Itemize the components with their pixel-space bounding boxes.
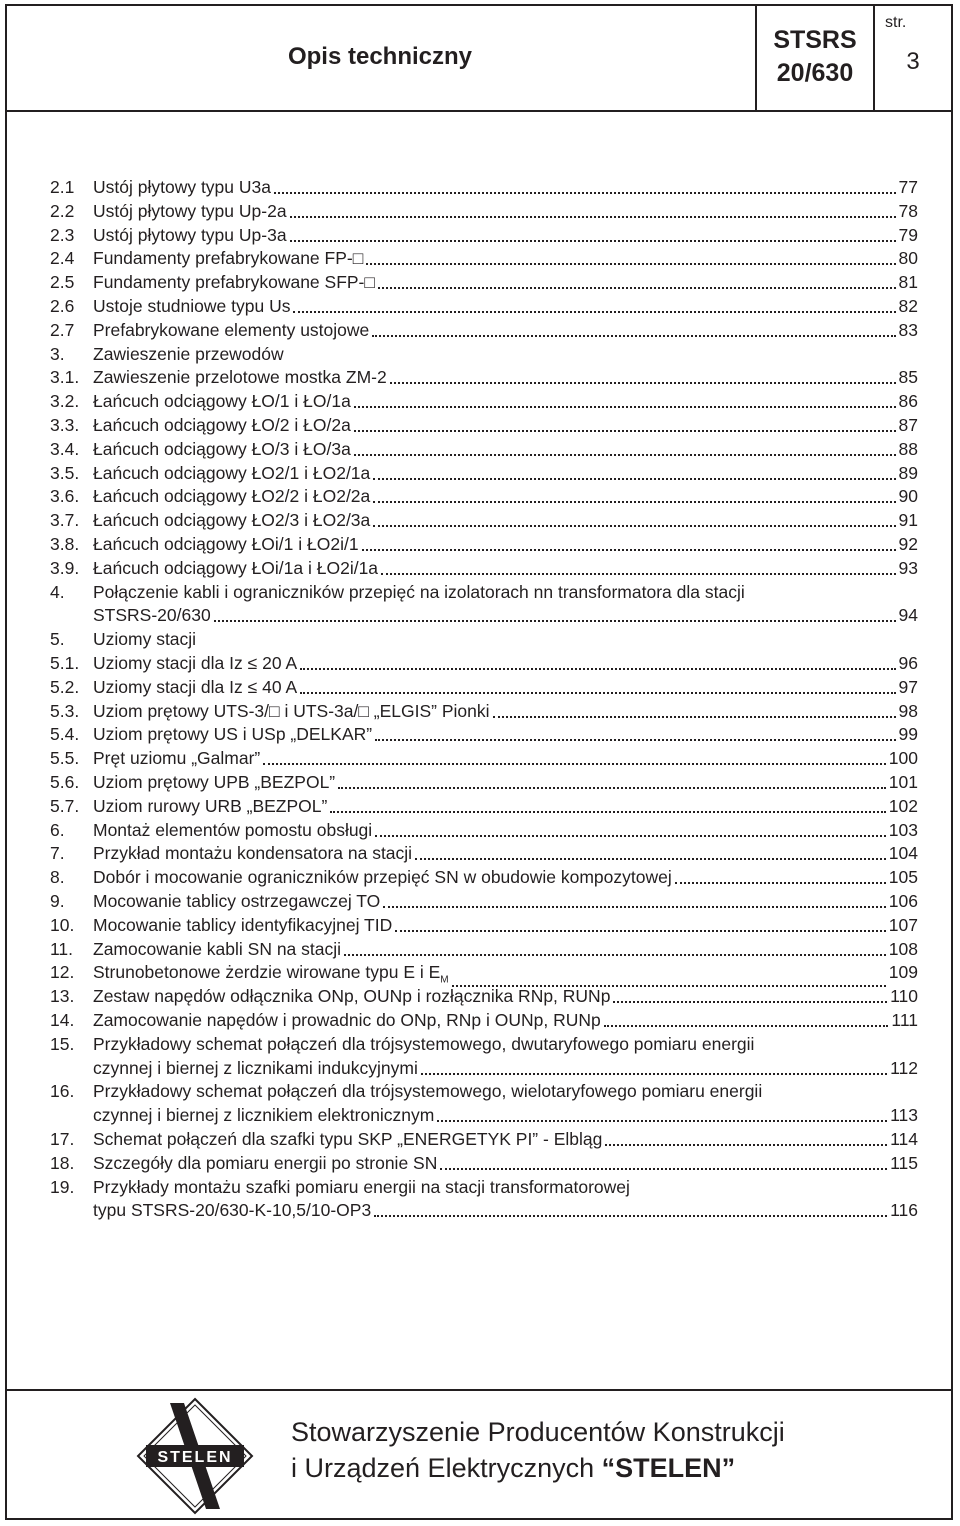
toc-entry-page: 115 bbox=[890, 1152, 918, 1173]
toc-entry-page: 101 bbox=[888, 772, 918, 792]
toc-entry-title bbox=[93, 914, 392, 937]
toc-entry bbox=[0, 295, 960, 318]
toc-entry-title bbox=[93, 676, 297, 699]
dot-leader bbox=[290, 240, 896, 242]
toc-entry-title bbox=[93, 700, 490, 723]
toc-entry-page: 105 bbox=[888, 867, 918, 888]
toc-entry-title bbox=[93, 414, 351, 437]
dot-leader bbox=[362, 549, 896, 551]
toc-entry-page: 110 bbox=[890, 986, 918, 1007]
dot-leader bbox=[375, 835, 886, 837]
toc-entry-title bbox=[93, 509, 370, 532]
toc-entry bbox=[0, 961, 960, 984]
toc-entry-page: 77 bbox=[898, 177, 918, 197]
toc-entry bbox=[0, 176, 960, 199]
toc-entry-page: 91 bbox=[898, 510, 918, 531]
toc-entry-title-text: Łańcuch odciągowy ŁOi/1 i ŁO2i/1 bbox=[93, 534, 359, 554]
toc-entry-title-text: Ustój płytowy typu Up-3a bbox=[93, 224, 287, 245]
toc-entry bbox=[0, 343, 960, 366]
toc-entry bbox=[0, 890, 960, 913]
dot-leader bbox=[293, 311, 895, 313]
toc-entry-title-text: Uziom prętowy UPB „BEZPOL” bbox=[93, 772, 336, 792]
toc-entry-title bbox=[93, 771, 335, 794]
toc-entry-title-continued: STSRS-20/630 bbox=[93, 605, 211, 626]
toc-entry-title-text: Uziom rurowy URB „BEZPOL” bbox=[93, 795, 328, 816]
dot-leader bbox=[374, 1215, 887, 1217]
toc-entry-title bbox=[93, 438, 351, 461]
toc-entry bbox=[0, 842, 960, 865]
toc-entry-title bbox=[93, 1128, 602, 1151]
organization-name-line2 bbox=[291, 1453, 735, 1484]
toc-entry-continuation bbox=[0, 604, 960, 627]
toc-entry bbox=[0, 390, 960, 413]
dot-leader bbox=[421, 1073, 887, 1075]
toc-entry-title-text: Pręt uziomu „Galmar” bbox=[93, 748, 261, 769]
toc-entry-number: 2.4 bbox=[50, 248, 75, 269]
toc-entry bbox=[0, 581, 960, 604]
toc-entry-title bbox=[93, 1009, 601, 1032]
toc-entry-number: 3.4. bbox=[50, 438, 80, 459]
organization-name-line1: Stowarzyszenie Producentów Konstrukcji bbox=[291, 1417, 785, 1447]
toc-entry-number: 5.7. bbox=[50, 795, 80, 816]
toc-entry-number: 2.6 bbox=[50, 296, 75, 316]
toc-entry bbox=[0, 866, 960, 889]
toc-entry-number: 3.7. bbox=[50, 510, 80, 531]
toc-entry-title bbox=[93, 723, 372, 746]
dot-leader bbox=[373, 478, 895, 480]
toc-entry-page: 82 bbox=[898, 296, 918, 316]
dot-leader bbox=[354, 454, 896, 456]
toc-entry bbox=[0, 1080, 960, 1103]
toc-entry-page: 111 bbox=[891, 1010, 918, 1030]
toc-entry-title: Przykłady montażu szafki pomiaru energii na stacji transformatorowej bbox=[93, 1176, 630, 1197]
toc-entry-number: 2.1 bbox=[50, 177, 75, 197]
organization-name-line2-text: i Urządzeń Elektrycznych bbox=[291, 1453, 595, 1483]
toc-entry-page: 89 bbox=[898, 462, 918, 483]
toc-entry-page: 103 bbox=[888, 819, 918, 840]
toc-entry-title-continued: typu STSRS-20/630-K-10,5/10-OP3 bbox=[93, 1200, 372, 1221]
toc-entry-page: 88 bbox=[898, 438, 918, 459]
toc-entry bbox=[0, 747, 960, 770]
toc-entry-title-text: Łańcuch odciągowy ŁO2/1 i ŁO2/1a bbox=[93, 462, 371, 483]
toc-entry-number: 3.8. bbox=[50, 534, 80, 554]
dot-leader bbox=[263, 763, 886, 765]
toc-entry-title-text: Mocowanie tablicy ostrzegawczej TO bbox=[93, 891, 381, 911]
toc-entry-title-text: Schemat połączeń dla szafki typu SKP „ENERGETYK PI” - Elbląg bbox=[93, 1129, 603, 1149]
toc-entry-title bbox=[93, 938, 341, 961]
dot-leader bbox=[373, 501, 895, 503]
toc-entry-title bbox=[93, 462, 370, 485]
dot-leader bbox=[375, 739, 895, 741]
toc-entry-page: 96 bbox=[898, 653, 918, 673]
dot-leader bbox=[390, 382, 896, 384]
toc-entry-number: 16. bbox=[50, 1081, 75, 1102]
toc-entry bbox=[0, 938, 960, 961]
toc-entry-number: 2.5 bbox=[50, 272, 75, 293]
toc-entry-number: 10. bbox=[50, 914, 75, 935]
toc-entry-number: 6. bbox=[50, 819, 65, 840]
toc-entry-page: 112 bbox=[890, 1057, 918, 1078]
toc-entry-title bbox=[93, 390, 351, 413]
toc-entry bbox=[0, 1176, 960, 1199]
toc-entry-page: 85 bbox=[898, 367, 918, 388]
toc-entry-number: 5.3. bbox=[50, 700, 80, 721]
toc-entry bbox=[0, 771, 960, 794]
page-number: 3 bbox=[906, 48, 920, 75]
toc-entry-page: 99 bbox=[898, 724, 918, 745]
stelen-logo bbox=[136, 1397, 254, 1515]
toc-entry-title-text: Ustój płytowy typu Up-2a bbox=[93, 200, 287, 221]
toc-entry-page: 108 bbox=[888, 938, 918, 959]
toc-entry-title-continued: czynnej i biernej z licznikiem elektronicznym bbox=[93, 1105, 435, 1126]
toc-entry bbox=[0, 200, 960, 223]
toc-entry-page: 100 bbox=[888, 748, 918, 769]
toc-entry-title-text: Strunobetonowe żerdzie wirowane typu E i E bbox=[93, 962, 441, 983]
toc-entry-title-text: Łańcuch odciągowy ŁOi/1a i ŁO2i/1a bbox=[93, 557, 379, 578]
toc-entry-title-text: Łańcuch odciągowy ŁO/1 i ŁO/1a bbox=[93, 391, 351, 412]
dot-leader bbox=[330, 811, 885, 813]
toc-entry-number: 5.2. bbox=[50, 676, 80, 697]
toc-entry-page: 78 bbox=[898, 200, 918, 221]
toc-entry-title bbox=[93, 176, 271, 199]
toc-entry-page: 81 bbox=[898, 272, 918, 293]
toc-entry-number: 15. bbox=[50, 1033, 75, 1054]
toc-entry-number: 14. bbox=[50, 1010, 75, 1030]
toc-entry-title-text: Szczegóły dla pomiaru energii po stronie SN bbox=[93, 1152, 438, 1173]
toc-entry-title-text: Ustój płytowy typu U3a bbox=[93, 177, 271, 197]
toc-entry-number: 5.4. bbox=[50, 724, 80, 745]
dot-leader bbox=[300, 668, 895, 670]
dot-leader bbox=[372, 335, 895, 337]
toc-entry-title-text: Zawieszenie przelotowe mostka ZM-2 bbox=[93, 367, 387, 388]
toc-entry-number: 3.5. bbox=[50, 462, 80, 483]
toc-entry bbox=[0, 676, 960, 699]
page-label: str. bbox=[885, 14, 907, 31]
toc-entry bbox=[0, 485, 960, 508]
dot-leader bbox=[300, 692, 895, 694]
dot-leader bbox=[373, 525, 895, 527]
toc-entry-title bbox=[93, 295, 290, 318]
toc-entry-title bbox=[93, 319, 369, 342]
document-code bbox=[757, 4, 873, 110]
toc-entry-page: 113 bbox=[890, 1105, 918, 1126]
toc-entry-title-text: Prefabrykowane elementy ustojowe bbox=[93, 319, 370, 340]
toc-entry-number: 4. bbox=[50, 581, 65, 602]
toc-entry-page: 83 bbox=[898, 319, 918, 340]
toc-entry bbox=[0, 914, 960, 937]
toc-entry-title bbox=[93, 866, 672, 889]
toc-entry-title-text: Łańcuch odciągowy ŁO2/3 i ŁO2/3a bbox=[93, 510, 371, 531]
toc-entry bbox=[0, 557, 960, 580]
dot-leader bbox=[395, 930, 886, 932]
toc-entry bbox=[0, 224, 960, 247]
toc-entry bbox=[0, 438, 960, 461]
dot-leader bbox=[613, 1001, 887, 1003]
toc-entry-title-subscript: M bbox=[440, 974, 449, 986]
toc-entry-page: 94 bbox=[898, 605, 918, 626]
toc-entry-title bbox=[93, 747, 260, 770]
toc-entry-title-text: Uziom prętowy UTS-3/□ i UTS-3a/□ „ELGIS” Pionki bbox=[93, 700, 490, 721]
toc-entry-title bbox=[93, 224, 287, 247]
toc-entry-number: 5.1. bbox=[50, 653, 80, 673]
toc-entry-number: 3. bbox=[50, 343, 65, 364]
toc-entry-title-text: Fundamenty prefabrykowane FP-□ bbox=[93, 248, 364, 269]
toc-entry-title-text: Dobór i mocowanie ograniczników przepięć SN w obudowie kompozytowej bbox=[93, 867, 672, 888]
dot-leader bbox=[604, 1025, 889, 1027]
toc-entry-title-text: Łańcuch odciągowy ŁO2/2 i ŁO2/2a bbox=[93, 486, 371, 507]
toc-entry-page: 93 bbox=[898, 557, 918, 578]
toc-entry-number: 19. bbox=[50, 1176, 75, 1197]
toc-entry-page: 106 bbox=[888, 891, 918, 911]
toc-entry-title-continued: czynnej i biernej z licznikami indukcyjnymi bbox=[93, 1057, 418, 1078]
dot-leader bbox=[214, 620, 896, 622]
toc-entry-title: Zawieszenie przewodów bbox=[93, 343, 284, 364]
toc-entry-page: 109 bbox=[888, 962, 918, 983]
document-code-line1: STSRS bbox=[773, 26, 857, 54]
toc-entry-title-text: Łańcuch odciągowy ŁO/3 i ŁO/3a bbox=[93, 438, 351, 459]
dot-leader bbox=[437, 1120, 887, 1122]
page-footer bbox=[5, 1389, 953, 1520]
toc-entry bbox=[0, 271, 960, 294]
toc-entry-number: 12. bbox=[50, 962, 75, 983]
dot-leader bbox=[290, 216, 896, 218]
toc-entry-page: 107 bbox=[888, 914, 918, 935]
toc-entry-number: 13. bbox=[50, 986, 75, 1007]
toc-entry bbox=[0, 414, 960, 437]
toc-entry-number: 2.3 bbox=[50, 224, 75, 245]
page-header bbox=[5, 4, 953, 112]
toc-entry-title bbox=[93, 533, 359, 556]
toc-entry-title bbox=[93, 890, 380, 913]
toc-entry-title-text: Zestaw napędów odłącznika ONp, OUNp i rozłącznika RNp, RUNp bbox=[93, 986, 611, 1007]
toc-entry-number: 3.3. bbox=[50, 415, 80, 435]
toc-entry-title bbox=[93, 819, 372, 842]
toc-entry-number: 17. bbox=[50, 1129, 75, 1149]
toc-entry-title-text: Zamocowanie kabli SN na stacji bbox=[93, 938, 342, 959]
toc-entry-title bbox=[93, 271, 375, 294]
toc-entry-number: 5.5. bbox=[50, 748, 80, 769]
toc-entry-number: 5.6. bbox=[50, 772, 80, 792]
toc-entry-page: 87 bbox=[898, 415, 918, 435]
toc-entry-number: 3.6. bbox=[50, 486, 80, 507]
toc-entry-number: 3.2. bbox=[50, 391, 80, 412]
dot-leader bbox=[383, 906, 886, 908]
toc-entry-title bbox=[93, 652, 297, 675]
toc-entry-continuation bbox=[0, 1104, 960, 1127]
toc-entry-title: Przykładowy schemat połączeń dla trójsystemowego, dwutaryfowego pomiaru energii bbox=[93, 1033, 755, 1054]
toc-entry-title-text: Fundamenty prefabrykowane SFP-□ bbox=[93, 272, 375, 293]
dot-leader bbox=[344, 954, 886, 956]
dot-leader bbox=[274, 192, 896, 194]
toc-entry-title bbox=[93, 200, 287, 223]
toc-entry-number: 2.2 bbox=[50, 200, 75, 221]
toc-entry-title-text: Ustoje studniowe typu Us bbox=[93, 296, 291, 316]
toc-entry-title bbox=[93, 1152, 437, 1175]
dot-leader bbox=[378, 287, 896, 289]
toc-entry bbox=[0, 652, 960, 675]
toc-entry-number: 7. bbox=[50, 843, 65, 864]
toc-entry-title-text: Uziom prętowy US i USp „DELKAR” bbox=[93, 724, 373, 745]
toc-entry-page: 80 bbox=[898, 248, 918, 269]
dot-leader bbox=[354, 430, 896, 432]
toc-entry bbox=[0, 985, 960, 1008]
toc-entry-number: 2.7 bbox=[50, 319, 75, 340]
toc-entry-title-text: Przykład montażu kondensatora na stacji bbox=[93, 843, 413, 864]
dot-leader bbox=[493, 716, 896, 718]
toc-entry-number: 11. bbox=[50, 938, 74, 959]
page-number-box bbox=[875, 4, 951, 110]
toc-entry-title-text: Mocowanie tablicy identyfikacyjnej TID bbox=[93, 914, 393, 935]
toc-entry-number: 8. bbox=[50, 867, 65, 888]
toc-entry-page: 92 bbox=[898, 534, 918, 554]
toc-entry-title-text: Uziomy stacji dla Iz ≤ 20 A bbox=[93, 653, 298, 673]
toc-entry-title-text: Łańcuch odciągowy ŁO/2 i ŁO/2a bbox=[93, 415, 351, 435]
toc-entry bbox=[0, 1009, 960, 1032]
dot-leader bbox=[440, 1168, 887, 1170]
toc-entry-title: Przykładowy schemat połączeń dla trójsystemowego, wielotaryfowego pomiaru energii bbox=[93, 1081, 763, 1102]
dot-leader bbox=[338, 787, 886, 789]
toc-entry-number: 9. bbox=[50, 891, 65, 911]
toc-entry-title bbox=[93, 485, 370, 508]
toc-entry-title bbox=[93, 366, 387, 389]
toc-entry-page: 97 bbox=[898, 676, 918, 697]
dot-leader bbox=[675, 882, 886, 884]
toc-entry-title-text: Uziomy stacji dla Iz ≤ 40 A bbox=[93, 676, 298, 697]
toc-entry-number: 3.9. bbox=[50, 557, 80, 578]
toc-entry bbox=[0, 319, 960, 342]
toc-entry-page: 79 bbox=[898, 224, 918, 245]
toc-entry bbox=[0, 509, 960, 532]
toc-entry-number: 18. bbox=[50, 1152, 75, 1173]
toc-entry-number: 3.1. bbox=[50, 367, 80, 388]
toc-entry bbox=[0, 1152, 960, 1175]
toc-entry bbox=[0, 1033, 960, 1056]
toc-entry bbox=[0, 533, 960, 556]
dot-leader bbox=[605, 1144, 887, 1146]
dot-leader bbox=[354, 406, 896, 408]
document-code-line2: 20/630 bbox=[776, 59, 854, 87]
toc-entry bbox=[0, 1128, 960, 1151]
toc-entry bbox=[0, 700, 960, 723]
toc-entry-page: 86 bbox=[898, 391, 918, 412]
toc-entry-title: Uziomy stacji bbox=[93, 629, 197, 650]
toc-entry-title bbox=[93, 842, 412, 865]
toc-entry bbox=[0, 723, 960, 746]
toc-entry-page: 98 bbox=[898, 700, 918, 721]
toc-entry-page: 114 bbox=[890, 1129, 918, 1149]
dot-leader bbox=[381, 573, 895, 575]
toc-entry bbox=[0, 462, 960, 485]
document-title: Opis techniczny bbox=[287, 43, 473, 70]
toc-entry-page: 104 bbox=[888, 843, 918, 864]
dot-leader bbox=[415, 858, 886, 860]
logo-text: STELEN bbox=[157, 1449, 233, 1466]
toc-entry bbox=[0, 247, 960, 270]
dot-leader bbox=[366, 263, 895, 265]
toc-entry-number: 5. bbox=[50, 629, 65, 650]
toc-entry-title bbox=[93, 985, 610, 1008]
toc-entry-continuation bbox=[0, 1199, 960, 1222]
toc-entry-page: 102 bbox=[888, 795, 918, 816]
toc-entry-title bbox=[93, 795, 327, 818]
toc-entry-title-text: Montaż elementów pomostu obsługi bbox=[93, 819, 373, 840]
toc-entry bbox=[0, 819, 960, 842]
toc-entry-page: 116 bbox=[890, 1200, 918, 1221]
toc-entry-title-text: Zamocowanie napędów i prowadnic do ONp, RNp i OUNp, RUNp bbox=[93, 1010, 601, 1030]
toc-entry-title bbox=[93, 557, 378, 580]
toc-entry bbox=[0, 366, 960, 389]
toc-entry-page: 90 bbox=[898, 486, 918, 507]
toc-entry bbox=[0, 628, 960, 651]
toc-entry-title: Połączenie kabli i ograniczników przepięć na izolatorach nn transformatora dla stacji bbox=[93, 581, 745, 602]
toc-entry-title bbox=[93, 247, 363, 270]
toc-entry bbox=[0, 795, 960, 818]
organization-short-name: “STELEN” bbox=[601, 1453, 736, 1483]
toc-entry-continuation bbox=[0, 1057, 960, 1080]
